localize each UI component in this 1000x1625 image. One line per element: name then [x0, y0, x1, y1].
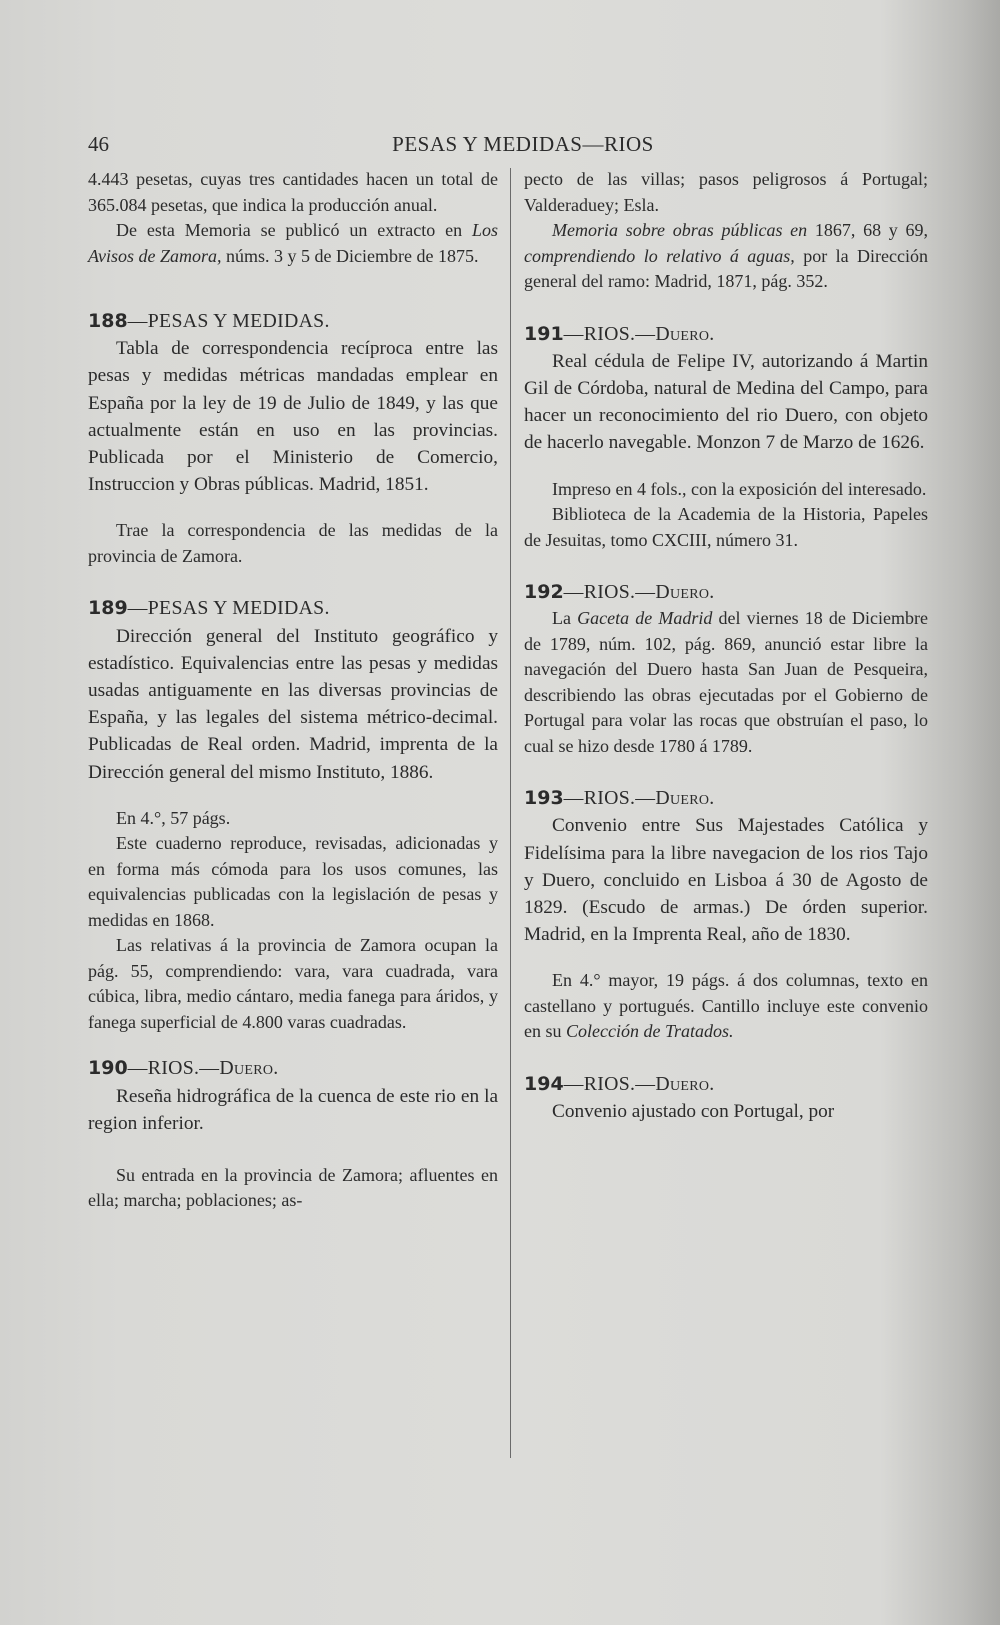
- entry-190-body: Reseña hidrográfica de la cuenca de este rio en la region inferior.: [88, 1085, 498, 1134]
- page-number: 46: [88, 132, 109, 156]
- entry-193-note: En 4.° mayor, 19 págs. á dos columnas, texto en castellano y portugués. Cantillo incluye este convenio en su Colección de Tratados.: [524, 970, 928, 1042]
- right-column: [524, 167, 928, 1125]
- entry-190-source: Memoria sobre obras públicas en 1867, 68 y 69, comprendiendo lo relativo á aguas, por la Dirección general del ramo: Madrid, 1871, pág. 352.: [524, 220, 928, 291]
- entry-194-heading: 194—RIOS.—Duero.: [524, 1072, 715, 1095]
- entry-number: 188: [88, 310, 128, 332]
- intro-paragraph: 4.443 pesetas, cuyas tres cantidades hacen un total de 365.084 pesetas, que indica la producción anual.: [88, 169, 498, 215]
- entry-191-format: Impreso en 4 fols., con la exposición del interesado.: [552, 478, 927, 499]
- entry-number: 194: [524, 1072, 564, 1095]
- entry-number: 190: [88, 1057, 128, 1080]
- entry-190-note: Su entrada en la provincia de Zamora; afluentes en ella; marcha; poblaciones; as-: [88, 1164, 498, 1211]
- entry-189-note: Este cuaderno reproduce, revisadas, adicionadas y en forma más cómoda para los usos comunes, las equivalencias publicadas con la legislación de pesas y medidas en 1868.: [88, 833, 498, 930]
- column-divider: [510, 168, 511, 1458]
- entry-number: 189: [88, 597, 128, 620]
- entry-188-body: Tabla de correspondencia recíproca entre las pesas y medidas métricas mandadas emplear en España por la ley de 19 de Julio de 1849, y las que actualmente están en uso en las provincias. Publicada por el Ministerio de Comercio, Instruccion y Obras públicas. Madrid, 1851.: [88, 338, 498, 496]
- left-column: [88, 167, 498, 1214]
- entry-193-body: Convenio entre Sus Majestades Católica y Fidelísima para la libre navegacion de los rios Tajo y Duero, concluido en Lisboa á 30 de Agosto de 1829. (Escudo de armas.) De órden superior. Madrid, en la Imprenta Real, año de 1830.: [524, 815, 928, 946]
- entry-189-heading: 189—PESAS Y MEDIDAS.: [88, 597, 330, 620]
- entry-number: 192: [524, 581, 564, 604]
- entry-188-heading: 188—PESAS Y MEDIDAS.: [88, 310, 330, 332]
- entry-189-note-zamora: Las relativas á la provincia de Zamora ocupan la pág. 55, comprendiendo: vara, vara cuadrada, vara cúbica, libra, medio cántaro, media fanega para áridos, y fanega superficial de 4.800 varas cuadradas.: [88, 935, 498, 1032]
- entry-189-format: En 4.°, 57 págs.: [116, 807, 231, 828]
- entry-194-body: Convenio ajustado con Portugal, por: [552, 1101, 835, 1123]
- entry-191-body: Real cédula de Felipe IV, autorizando á Martin Gil de Córdoba, natural de Medina del Campo, para hacer un reconocimiento del rio Duero, con objeto de hacerlo navegable. Monzon 7 de Marzo de 1626.: [524, 350, 928, 454]
- entry-190-note-continued: pecto de las villas; pasos peligrosos á Portugal; Valderaduey; Esla.: [524, 169, 928, 215]
- running-title: PESAS Y MEDIDAS—RIOS: [392, 132, 654, 156]
- entry-188-note: Trae la correspondencia de las medidas de la provincia de Zamora.: [88, 520, 498, 566]
- intro-extract-note: De esta Memoria se publicó un extracto en Los Avisos de Zamora, núms. 3 y 5 de Diciembre de 1875.: [88, 220, 498, 266]
- entry-191-heading: 191—RIOS.—Duero.: [524, 322, 715, 345]
- entry-193-heading: 193—RIOS.—Duero.: [524, 787, 715, 810]
- entry-191-location: Biblioteca de la Academia de la Historia, Papeles de Jesuitas, tomo CXCIII, número 31.: [524, 504, 928, 550]
- entry-192-heading: 192—RIOS.—Duero.: [524, 581, 715, 604]
- entry-number: 193: [524, 787, 564, 810]
- entry-189-body: Dirección general del Instituto geográfico y estadístico. Equivalencias entre las pesas y medidas usadas antiguamente en las diversas provincias de España, y las legales del sistema métrico-decimal. Publicadas de Real orden. Madrid, imprenta de la Dirección general del mismo Instituto, 1886.: [88, 625, 498, 783]
- running-header: [88, 132, 928, 162]
- entry-192-body: La Gaceta de Madrid del viernes 18 de Diciembre de 1789, núm. 102, pág. 869, anunció estar libre la navegación del Duero hasta San Juan de Pesqueira, describiendo las obras ejecutadas por el Gobierno de Portugal para volar las rocas que obstruían el paso, lo cual se hizo desde 1780 á 1789.: [524, 608, 928, 756]
- entry-number: 191: [524, 322, 564, 345]
- entry-190-heading: 190—RIOS.—Duero.: [88, 1057, 279, 1080]
